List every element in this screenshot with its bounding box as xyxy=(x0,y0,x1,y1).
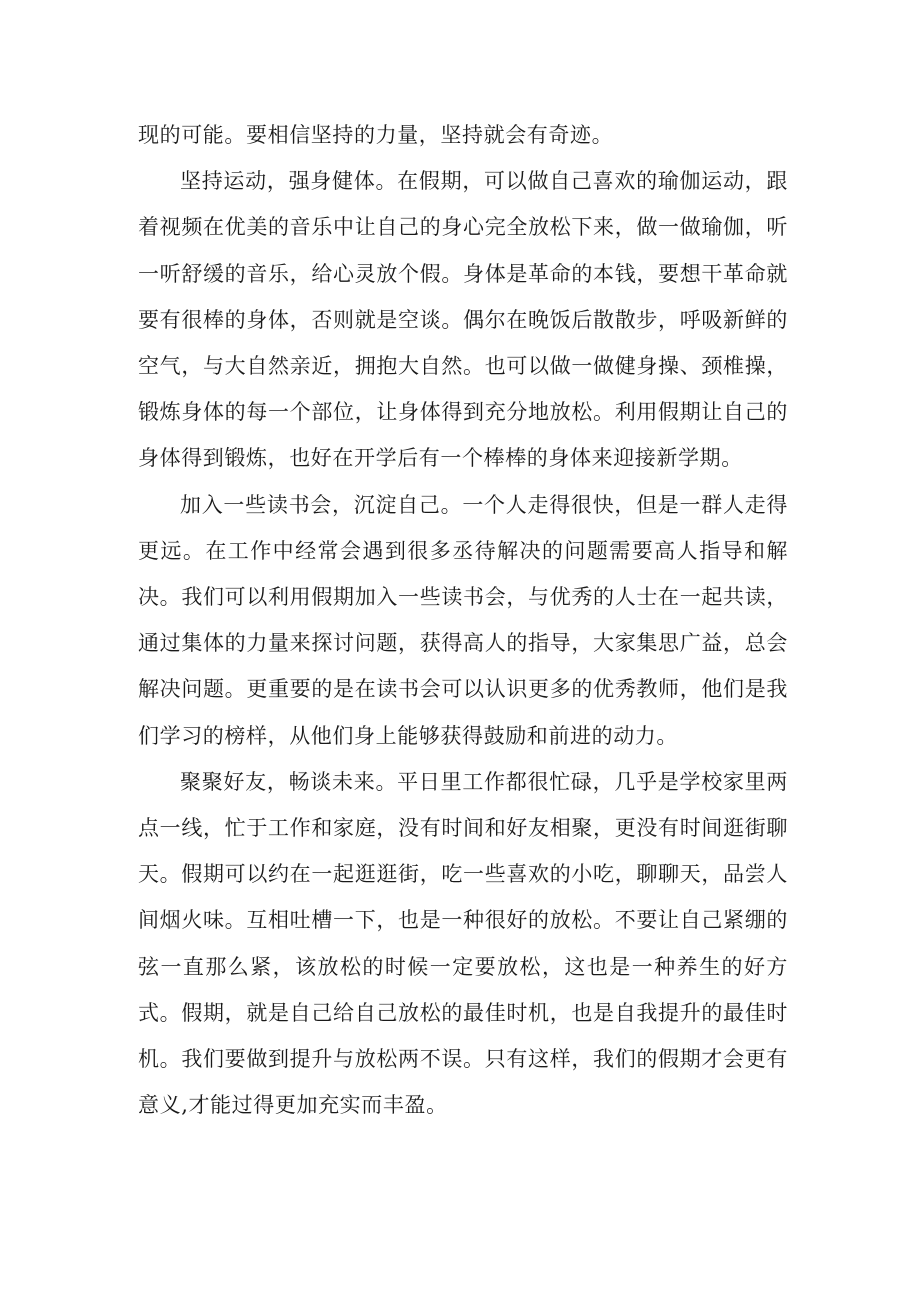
paragraph-friends: 聚聚好友，畅谈未来。平日里工作都很忙碌，几乎是学校家里两点一线，忙于工作和家庭，没有时间和好友相聚，更没有时间逛街聊天。假期可以约在一起逛逛街，吃一些喜欢的小吃，聊聊天，品尝人间烟火味。互相吐槽一下，也是一种很好的放松。不要让自己紧绷的弦一直那么紧，该放松的时候一定要放松，这也是一种养生的好方式。假期，就是自己给自己放松的最佳时机，也是自我提升的最佳时机。我们要做到提升与放松两不误。只有这样，我们的假期才会更有意义,才能过得更加充实而丰盈。 xyxy=(138,769,788,1118)
document-body xyxy=(138,112,788,1128)
paragraph-exercise: 坚持运动，强身健体。在假期，可以做自己喜欢的瑜伽运动，跟着视频在优美的音乐中让自己的身心完全放松下来，做一做瑜伽，听一听舒缓的音乐，给心灵放个假。身体是革命的本钱，要想干革命就要有很棒的身体，否则就是空谈。偶尔在晚饭后散散步，呼吸新鲜的空气，与大自然亲近，拥抱大自然。也可以做一做健身操、颈椎操，锻炼身体的每一个部位，让身体得到充分地放松。利用假期让自己的身体得到锻炼，也好在开学后有一个棒棒的身体来迎接新学期。 xyxy=(138,169,788,471)
paragraph-continuation: 现的可能。要相信坚持的力量，坚持就会有奇迹。 xyxy=(138,123,614,147)
paragraph-reading-club: 加入一些读书会，沉淀自己。一个人走得很快，但是一群人走得更远。在工作中经常会遇到很多丞待解决的问题需要高人指导和解决。我们可以利用假期加入一些读书会，与优秀的人士在一起共读，通过集体的力量来探讨问题，获得高人的指导，大家集思广益，总会解决问题。更重要的是在读书会可以认识更多的优秀教师，他们是我们学习的榜样，从他们身上能够获得鼓励和前进的动力。 xyxy=(138,492,788,748)
